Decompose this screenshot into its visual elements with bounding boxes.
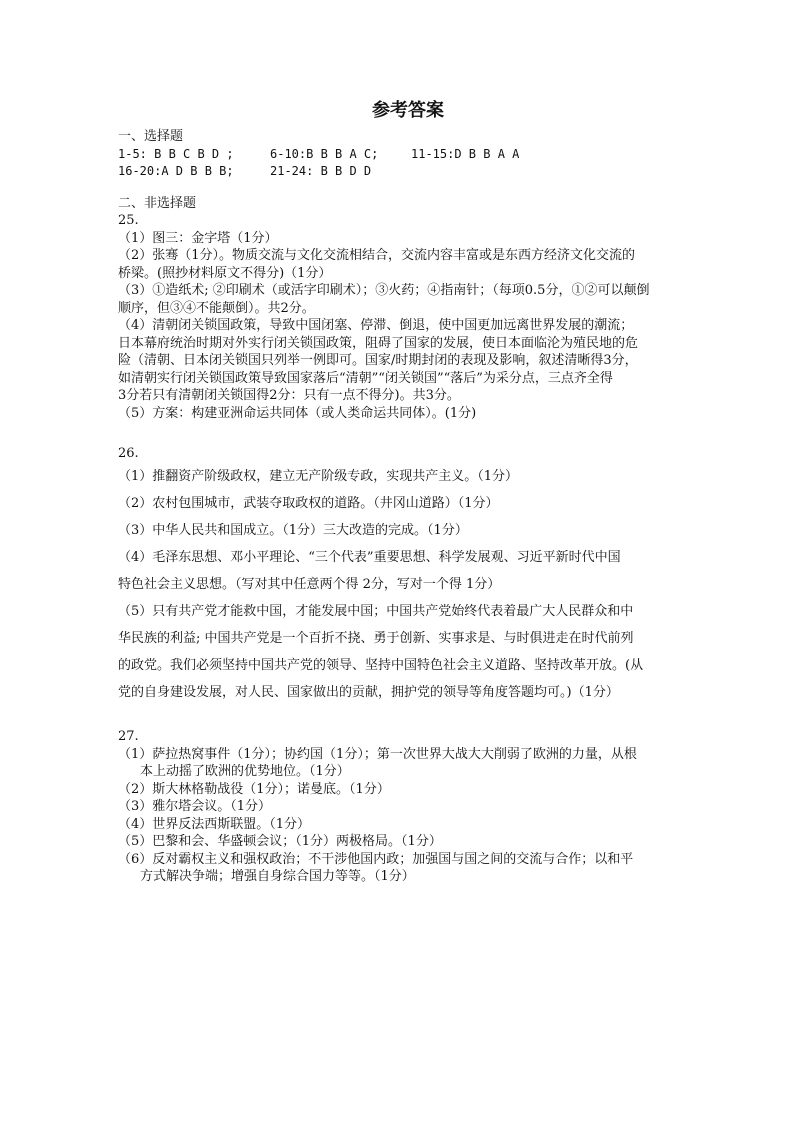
- q27-line: （5）巴黎和会、华盛顿会议；（1分）两极格局。（1分）: [118, 834, 442, 849]
- q25-line: 险（清朝、日本闭关锁国只列举一例即可。国家/时期封闭的表现及影响，叙述清晰得3分，: [118, 353, 638, 368]
- q25-line: 桥梁。(照抄材料原文不得分)（1分）: [118, 265, 332, 281]
- q25-line: 日本幕府统治时期对外实行闭关锁国政策，阻碍了国家的发展，使日本面临沦为殖民地的危: [118, 335, 639, 351]
- question-number-26: 26.: [118, 446, 139, 461]
- question-number-27: 27.: [118, 729, 139, 744]
- page-title: 参考答案: [372, 100, 444, 121]
- q25-line: 3分若只有清朝闭关锁国得2分：只有一点不得分)。共3分。: [118, 388, 460, 403]
- choice-answer-group: 1-5: B B C B D ;: [118, 146, 234, 161]
- q26-line: （3）中华人民共和国成立。（1分）三大改造的完成。（1分）: [118, 523, 468, 538]
- section-heading-choice: 一、选择题: [118, 129, 184, 144]
- q25-line: （4）清朝闭关锁国政策，导致中国闭塞、停滞、倒退，使中国更加远离世界发展的潮流；: [118, 318, 634, 333]
- q26-line: （2）农村包围城市，武装夺取政权的道路。（井冈山道路）（1分）: [118, 496, 499, 511]
- q25-line: （3）①造纸术; ②印刷术（或活字印刷术）；③火药；④指南针；（每项0.5分，①②可以颠倒: [118, 283, 650, 298]
- choice-answer-group: 21-24: B B D D: [270, 164, 372, 178]
- answer-sheet: [118, 96, 698, 886]
- q25-line: （1）图三：金字塔（1分）: [118, 230, 278, 246]
- q26-line: （1）推翻资产阶级政权，建立无产阶级专政，实现共产主义。（1分）: [118, 469, 519, 484]
- choice-answer-group: 11-15:D B B A A: [411, 146, 520, 161]
- q27-line: （3）雅尔塔会议。（1分）: [118, 799, 272, 814]
- choice-answer-group: 6-10:B B B A C;: [270, 146, 379, 161]
- question-number-25: 25.: [118, 213, 139, 228]
- choice-answer-group: 16-20:A D B B B;: [118, 164, 234, 178]
- question-26: [118, 444, 698, 706]
- q26-line: 党的自身建设发展，对人民、国家做出的贡献，拥护党的领导等角度答题均可。)（1分）: [118, 685, 619, 700]
- q27-line: （2）斯大林格勒战役（1分）；诺曼底。（1分）: [118, 781, 390, 797]
- q26-line: （4）毛泽东思想、邓小平理论、“三个代表”重要思想、科学发展观、习近平新时代中国: [118, 550, 621, 565]
- q26-line: 华民族的利益; 中国共产党是一个百折不挠、勇于创新、实事求是、与时俱进走在时代前列: [118, 631, 634, 646]
- q27-line: 方式解决争端；增强自身综合国力等等。（1分）: [140, 869, 415, 884]
- choice-answers-row-1: [118, 146, 698, 164]
- q27-line: 本上动摇了欧洲的优势地位。（1分）: [140, 764, 350, 779]
- q25-line: （2）张骞（1分）。物质交流与文化交流相结合，交流内容丰富或是东西方经济文化交流的: [118, 248, 636, 263]
- q25-line: 如清朝实行闭关锁国政策导致国家落后“清朝”“闭关锁国”“落后”为采分点，三点齐全得: [118, 370, 613, 386]
- q26-line: 特色社会主义思想。（写对其中任意两个得 2分，写对一个得 1分）: [118, 577, 501, 592]
- q27-line: （4）世界反法西斯联盟。（1分）: [118, 816, 311, 832]
- q25-line: 顺序，但③④不能颠倒）。共2分。: [118, 300, 315, 316]
- q26-line: 的政党。我们必须坚持中国共产党的领导、坚持中国特色社会主义道路、坚持改革开放。(从: [118, 658, 644, 673]
- section-heading-nonchoice: 二、非选择题: [118, 195, 197, 211]
- q27-line: （6）反对霸权主义和强权政治；不干涉他国内政；加强国与国之间的交流与合作；以和平: [118, 851, 634, 867]
- q26-line: （5）只有共产党才能救中国，才能发展中国；中国共产党始终代表着最广大人民群众和中: [118, 604, 634, 619]
- q27-line: （1）萨拉热窝事件（1分）；协约国（1分）；第一次世界大战大大削弱了欧洲的力量，从根: [118, 746, 637, 762]
- q25-line: （5）方案：构建亚洲命运共同体（或人类命运共同体）。(1分): [118, 405, 477, 421]
- choice-answers-row-2: [118, 163, 698, 181]
